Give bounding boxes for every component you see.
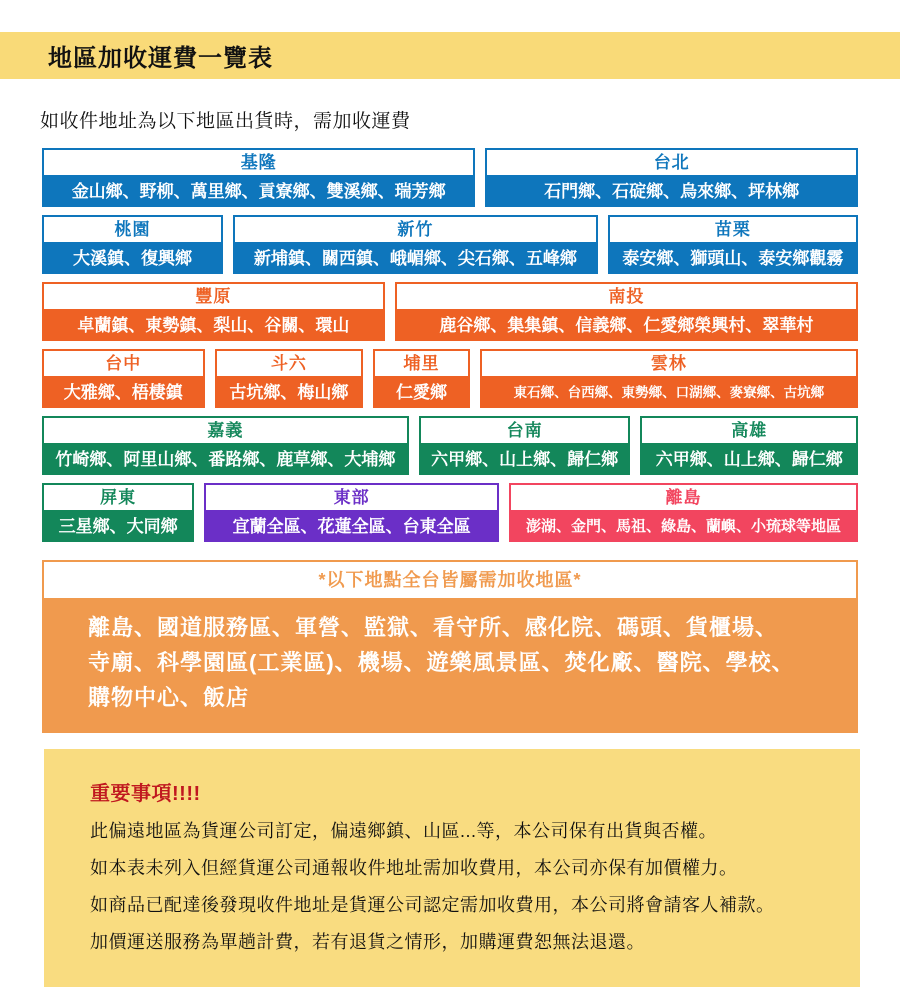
region-areas: 宜蘭全區、花蓮全區、台東全區 — [204, 512, 499, 542]
region-name: 苗栗 — [608, 215, 858, 244]
region-name: 斗六 — [215, 349, 364, 378]
region-cell — [204, 483, 499, 542]
region-name: 南投 — [395, 282, 858, 311]
region-cell — [640, 416, 858, 475]
region-cell — [42, 349, 205, 408]
region-cell — [509, 483, 858, 542]
region-areas: 竹崎鄉、阿里山鄉、番路鄉、鹿草鄉、大埔鄉 — [42, 445, 409, 475]
region-name: 桃園 — [42, 215, 223, 244]
region-name: 基隆 — [42, 148, 475, 177]
region-areas: 東石鄉、台西鄉、東勢鄉、口湖鄉、麥寮鄉、古坑鄉 — [480, 378, 858, 408]
surcharge-note-title: *以下地點全台皆屬需加收地區* — [44, 562, 856, 598]
region-row — [42, 215, 858, 274]
region-row — [42, 416, 858, 475]
region-name: 雲林 — [480, 349, 858, 378]
region-name: 高雄 — [640, 416, 858, 445]
region-cell — [42, 215, 223, 274]
region-cell — [608, 215, 858, 274]
region-table — [42, 148, 858, 542]
region-row — [42, 148, 858, 207]
important-notice-lines — [90, 820, 814, 953]
region-cell — [42, 483, 194, 542]
region-areas: 三星鄉、大同鄉 — [42, 512, 194, 542]
region-cell — [42, 148, 475, 207]
region-cell — [480, 349, 858, 408]
region-areas: 金山鄉、野柳、萬里鄉、貢寮鄉、雙溪鄉、瑞芳鄉 — [42, 177, 475, 207]
region-areas: 六甲鄉、山上鄉、歸仁鄉 — [640, 445, 858, 475]
region-name: 埔里 — [373, 349, 470, 378]
region-row — [42, 483, 858, 542]
notice-line: 如商品已配達後發現收件地址是貨運公司認定需加收費用，本公司將會請客人補款。 — [90, 895, 775, 915]
surcharge-note — [42, 560, 858, 733]
important-notice-title: 重要事項!!!! — [90, 783, 201, 805]
region-name: 新竹 — [233, 215, 598, 244]
region-name: 東部 — [204, 483, 499, 512]
page-title: 地區加收運費一覽表 — [48, 45, 273, 72]
region-name: 台中 — [42, 349, 205, 378]
region-areas: 卓蘭鎮、東勢鎮、梨山、谷關、環山 — [42, 311, 385, 341]
notice-line: 此偏遠地區為貨運公司訂定，偏遠鄉鎮、山區...等，本公司保有出貨與否權。 — [90, 821, 717, 841]
region-cell — [419, 416, 631, 475]
region-cell — [395, 282, 858, 341]
title-banner — [0, 32, 900, 79]
region-name: 離島 — [509, 483, 858, 512]
region-cell — [42, 416, 409, 475]
region-areas: 石門鄉、石碇鄉、烏來鄉、坪林鄉 — [485, 177, 858, 207]
region-cell — [373, 349, 470, 408]
region-areas: 六甲鄉、山上鄉、歸仁鄉 — [419, 445, 631, 475]
region-areas: 大雅鄉、梧棲鎮 — [42, 378, 205, 408]
surcharge-note-body: 離島、國道服務區、軍營、監獄、看守所、感化院、碼頭、貨櫃場、寺廟、科學園區(工業區)、機場、遊樂風景區、焚化廠、醫院、學校、購物中心、飯店 — [44, 598, 856, 731]
region-areas: 古坑鄉、梅山鄉 — [215, 378, 364, 408]
region-name: 屏東 — [42, 483, 194, 512]
notice-line: 加價運送服務為單趟計費，若有退貨之情形，加購運費恕無法退還。 — [90, 932, 645, 952]
region-row — [42, 349, 858, 408]
notice-line: 如本表未列入但經貨運公司通報收件地址需加收費用，本公司亦保有加價權力。 — [90, 858, 738, 878]
region-areas: 新埔鎮、關西鎮、峨嵋鄉、尖石鄉、五峰鄉 — [233, 244, 598, 274]
region-name: 台北 — [485, 148, 858, 177]
region-row — [42, 282, 858, 341]
region-areas: 仁愛鄉 — [373, 378, 470, 408]
important-notice — [44, 749, 860, 987]
region-areas: 澎湖、金門、馬祖、綠島、蘭嶼、小琉球等地區 — [509, 512, 858, 542]
region-name: 豐原 — [42, 282, 385, 311]
region-cell — [42, 282, 385, 341]
region-name: 嘉義 — [42, 416, 409, 445]
page-subtitle: 如收件地址為以下地區出貨時，需加收運費 — [40, 111, 411, 132]
region-cell — [233, 215, 598, 274]
region-name: 台南 — [419, 416, 631, 445]
region-areas: 鹿谷鄉、集集鎮、信義鄉、仁愛鄉榮興村、翠華村 — [395, 311, 858, 341]
region-cell — [485, 148, 858, 207]
region-areas: 泰安鄉、獅頭山、泰安鄉觀霧 — [608, 244, 858, 274]
region-cell — [215, 349, 364, 408]
region-areas: 大溪鎮、復興鄉 — [42, 244, 223, 274]
